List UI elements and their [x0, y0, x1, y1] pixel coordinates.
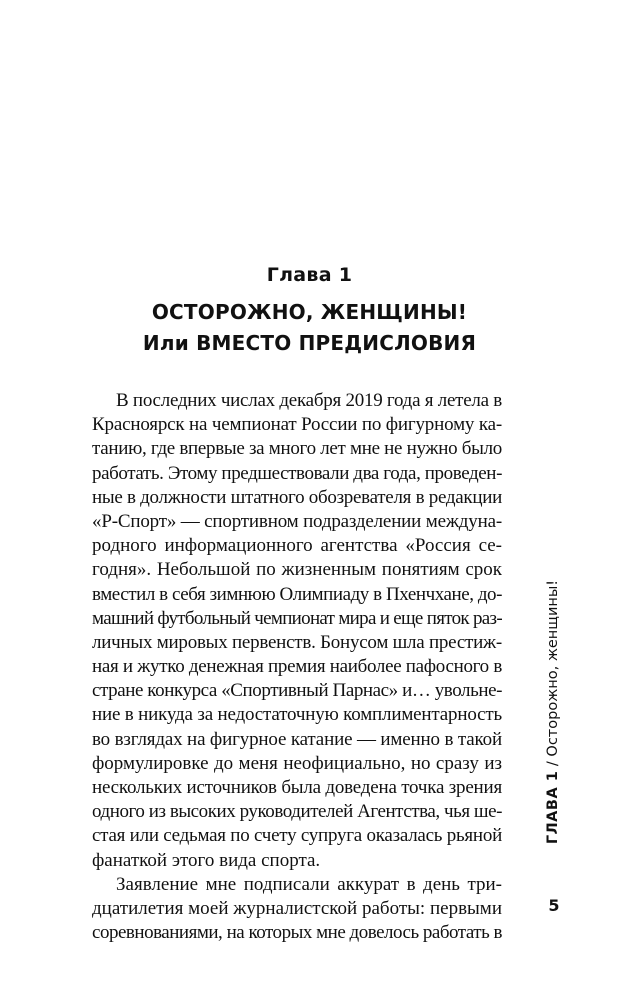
text-line: Заявление мне подписали аккурат в день три-: [116, 873, 502, 895]
text-line: одного из высоких руководителей Агентства, чья ше-: [92, 801, 502, 823]
running-head: [544, 580, 562, 844]
text-line: стране конкурса «Спортивный Парнас» и… увольне-: [92, 680, 502, 702]
page-number: 5: [548, 896, 560, 915]
text-line: ные в должности штатного обозревателя в редакции: [92, 486, 502, 508]
text-line: В последних числах декабря 2019 года я летела в: [116, 390, 502, 411]
text-line: личных мировых первенств. Бонусом шла престиж-: [92, 631, 502, 653]
text-line: ная и жутко денежная премия наиболее пафосного в: [92, 656, 502, 678]
text-line: дцатилетия моей журналистской работы: первыми: [92, 897, 502, 919]
chapter-label: Глава 1: [266, 264, 353, 286]
chapter-title: [0, 297, 619, 359]
text-line: машний футбольный чемпионат мира и еще пяток раз-: [92, 607, 502, 629]
text-line: вместил в себя зимнюю Олимпиаду в Пхенчхане, до-: [92, 583, 502, 605]
text-line: ние в никуда за недостаточную комплиментарность: [92, 704, 502, 726]
text-line: фанаткой этого вида спорта.: [92, 849, 321, 871]
text-line: «Р-Спорт» — спортивном подразделении междуна-: [92, 510, 502, 532]
chapter-title-line-2: Или ВМЕСТО ПРЕДИСЛОВИЯ: [142, 331, 477, 355]
running-head-separator: /: [545, 756, 561, 771]
text-line: формулировке до меня неофициально, но сразу из: [92, 752, 502, 774]
text-line: стая или седьмая по счету супруга оказалась рьяной: [92, 825, 502, 847]
body-text: [92, 389, 502, 945]
text-line: Красноярск на чемпионат России по фигурному ка-: [92, 414, 502, 436]
running-head-chapter: ГЛАВА 1: [545, 770, 561, 845]
text-line: танию, где впервые за много лет мне не нужно было: [92, 438, 502, 460]
text-line: во взглядах на фигурное катание — именно в такой: [92, 728, 502, 750]
text-line: нескольких источников была доведена точка зрения: [92, 777, 502, 798]
running-head-title: Осторожно, женщины!: [545, 579, 561, 757]
chapter-title-line-1: ОСТОРОЖНО, ЖЕНЩИНЫ!: [151, 300, 468, 324]
paragraph-1: [92, 389, 502, 873]
text-line: работать. Этому предшествовали два года, проведен-: [92, 462, 502, 484]
text-line: годня». Небольшой по жизненным понятиям срок: [92, 559, 502, 581]
text-line: родного информационного агентства «Россия се-: [92, 535, 502, 557]
paragraph-2: [92, 873, 502, 946]
text-line: соревнованиями, на которых мне довелось работать в: [92, 922, 502, 944]
